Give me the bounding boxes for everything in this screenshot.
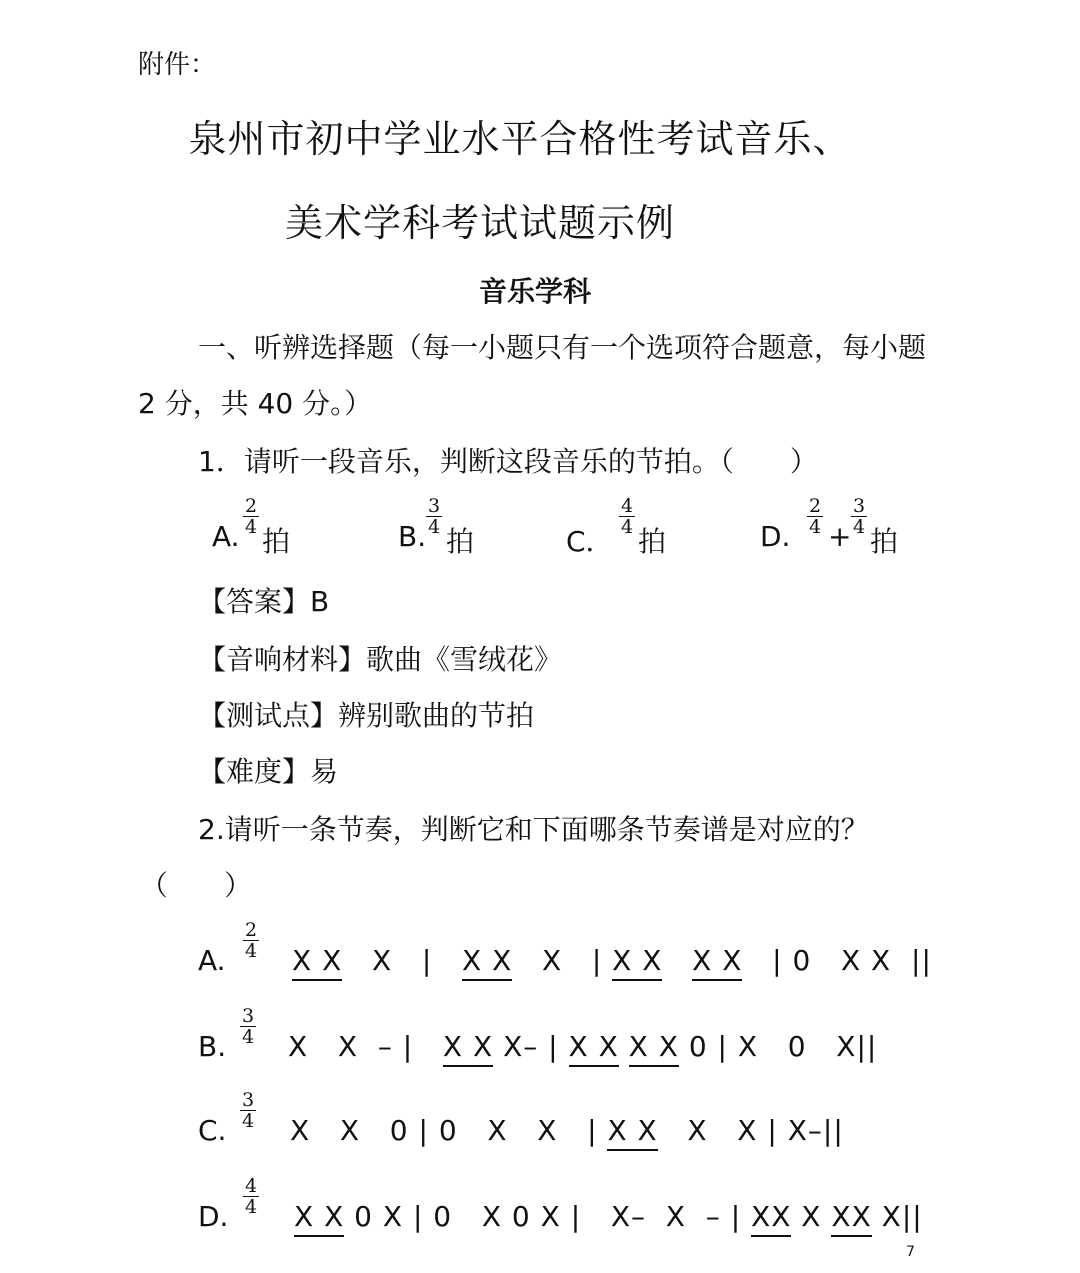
time-signature: $\frac{3}{4}$: [241, 1089, 255, 1132]
q1-test-point: 【测试点】辨别歌曲的节拍: [198, 699, 535, 732]
time-signature: $\frac{3}{4}$: [427, 495, 441, 538]
option-label: C．: [566, 525, 614, 558]
document-title-line1: 泉州市初中学业水平合格性考试音乐、: [188, 117, 852, 161]
option-label: A.: [198, 944, 226, 977]
time-signature: $\frac{2}{4}$: [244, 495, 258, 538]
section-heading-line1: 一、听辨选择题（每一小题只有一个选项符合题意，每小题: [198, 331, 927, 364]
time-signature: $\frac{4}{4}$: [620, 495, 634, 538]
option-label: D.: [760, 520, 791, 553]
annex-label: 附件：: [138, 50, 217, 80]
option-label: B.: [198, 1030, 227, 1063]
time-signature: $\frac{4}{4}$: [244, 1175, 258, 1218]
option-label: C.: [198, 1114, 227, 1147]
q1-audio-material: 【音响材料】歌曲《雪绒花》: [198, 643, 563, 676]
section-heading-line2: 2 分，共 40 分。）: [138, 387, 373, 420]
subject-heading: 音乐学科: [478, 275, 591, 308]
rhythm-notation: X X – | X X X– | X X X X 0 | X 0 X||: [288, 1030, 877, 1063]
document-title-line2: 美术学科考试试题示例: [284, 201, 675, 245]
rhythm-notation: X X X | X X X | X X X X | 0 X X ||: [292, 944, 932, 977]
question-1-text: 1．请听一段音乐，判断这段音乐的节拍。（ ）: [198, 445, 818, 478]
question-2-text-line2: （ ）: [140, 869, 253, 902]
q1-answer: 【答案】B: [198, 585, 330, 618]
option-label: A.: [212, 520, 240, 553]
question-2-text-line1: 2.请听一条节奏，判断它和下面哪条节奏谱是对应的？: [198, 813, 869, 846]
rhythm-notation: X X 0 X | 0 X 0 X | X– X – | XX X XX X||: [294, 1200, 923, 1233]
time-signature: $\frac{2}{4}$: [808, 495, 822, 538]
time-signature: $\frac{2}{4}$: [244, 919, 258, 962]
time-signature: $\frac{3}{4}$: [852, 495, 866, 538]
option-label: B.: [398, 520, 427, 553]
page-number: 7: [906, 1244, 915, 1260]
rhythm-notation: X X 0 | 0 X X | X X X X | X–||: [290, 1114, 844, 1147]
option-label: D.: [198, 1200, 229, 1233]
time-signature: $\frac{3}{4}$: [241, 1005, 255, 1048]
q1-difficulty: 【难度】易: [198, 755, 339, 788]
